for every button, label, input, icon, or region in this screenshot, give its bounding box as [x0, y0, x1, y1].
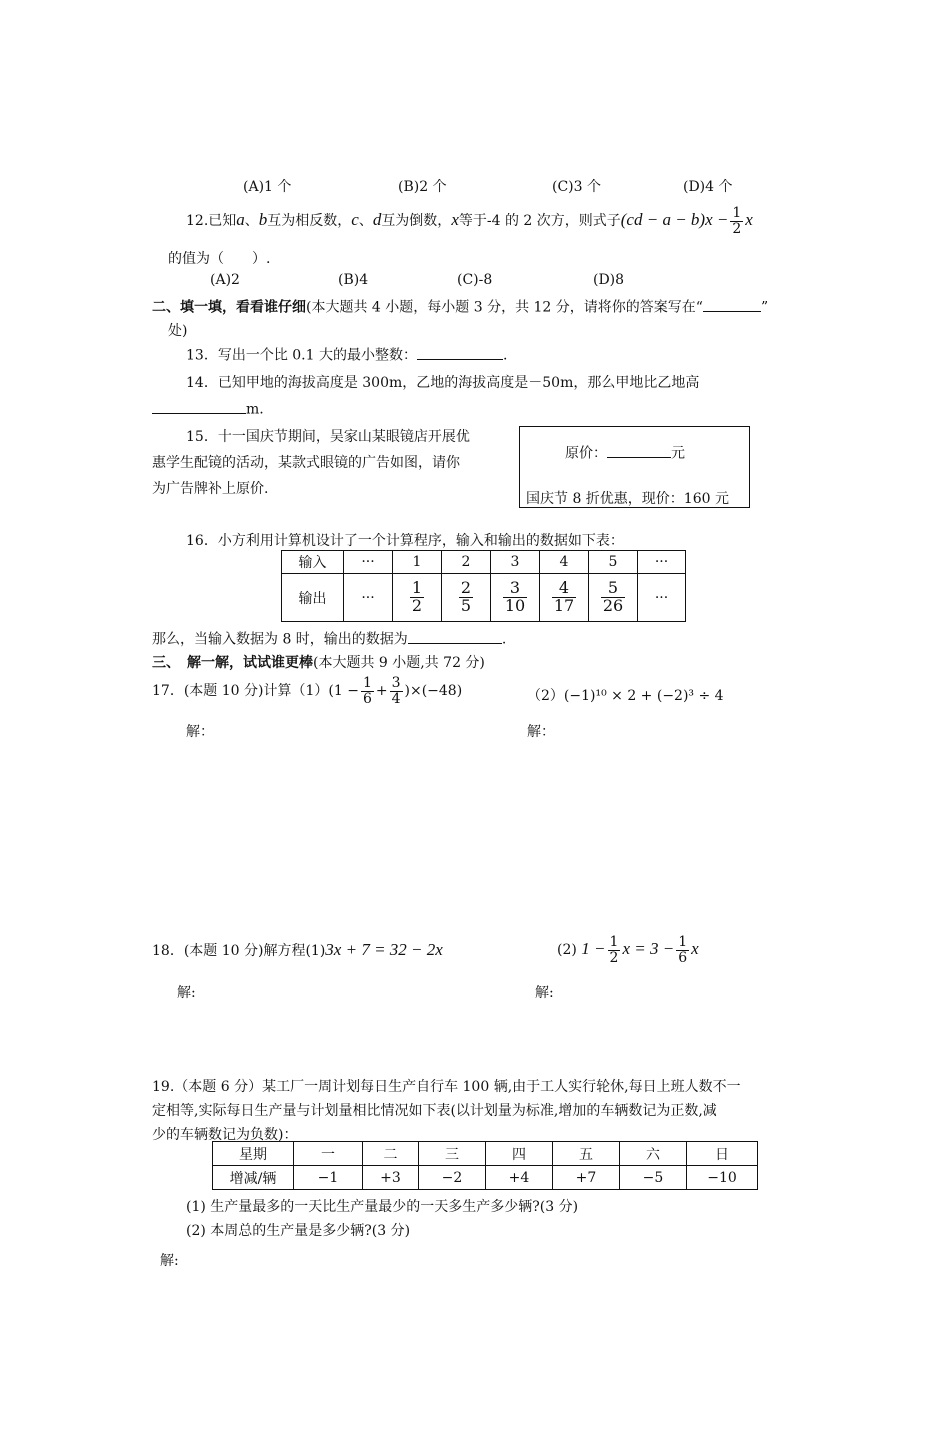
q16-input-cell: 3	[491, 551, 540, 574]
q19-day-cell: 日	[687, 1142, 758, 1166]
q19-sub2: (2) 本周总的生产量是多少辆?(3 分)	[186, 1223, 411, 1239]
q19-change-cell: −1	[294, 1166, 363, 1190]
q19-row2-head: 增减/辆	[213, 1166, 294, 1190]
ad-current-price: 国庆节 8 折优惠，现价：160 元	[526, 491, 729, 507]
q19-line2: 定相等,实际每日生产量与计划量相比情况如下表(以计划量为标准,增加的车辆数记为正数,减	[152, 1103, 717, 1119]
q11-option-b: (B)2 个	[398, 179, 447, 195]
q11-option-c: (C)3 个	[552, 179, 601, 195]
q12-option-d: (D)8	[593, 272, 625, 288]
q17-solve-2: 解：	[527, 724, 555, 740]
q19-change-cell: −2	[419, 1166, 486, 1190]
q16-output-cell: $\frac{2}{5}$	[442, 574, 491, 622]
q19-day-cell: 一	[294, 1142, 363, 1166]
q12-option-c: (C)-8	[457, 272, 493, 288]
q16-output-cell: $\frac{3}{10}$	[491, 574, 540, 622]
q11-option-a: (A)1 个	[243, 179, 292, 195]
q19-day-cell: 三	[419, 1142, 486, 1166]
q13-answer-blank[interactable]	[417, 344, 503, 360]
q16-table	[281, 550, 686, 622]
q14: 14．已知甲地的海拔高度是 300m，乙地的海拔高度是－50m，那么甲地比乙地高	[186, 375, 700, 391]
q19-line3: 少的车辆数记为负数)：	[152, 1127, 298, 1143]
q13: 13．写出一个比 0.1 大的最小整数： .	[186, 344, 507, 365]
q16-output-cell: $\frac{4}{17}$	[540, 574, 589, 622]
q15-line3: 为广告牌补上原价.	[152, 481, 269, 497]
q19-change-cell: +3	[363, 1166, 419, 1190]
q19-day-cell: 六	[620, 1142, 687, 1166]
q14-answer-line: m.	[152, 398, 264, 418]
q12-option-b: (B)4	[338, 272, 369, 288]
q17-part1: 17．(本题 10 分)计算（1）(1 − $\frac{1}{6}$ + $\frac{3}{4}$ )×(−48)	[152, 674, 463, 707]
q14-answer-blank[interactable]	[152, 398, 246, 414]
ad-original-price: 原价： 元	[565, 442, 685, 463]
q16-ellipsis: ···	[344, 551, 393, 574]
q12-fraction: $\frac{1}{2}$	[732, 204, 742, 237]
q17-part2: （2）(−1)¹⁰ × 2 + (−2)³ ÷ 4	[527, 688, 724, 704]
q15-line1: 15．十一国庆节期间，吴家山某眼镜店开展优	[186, 429, 470, 445]
q12-option-a: (A)2	[210, 272, 240, 288]
q19-table-head: 星期	[213, 1142, 294, 1166]
q19-change-cell: +4	[486, 1166, 553, 1190]
q19-change-cell: −10	[687, 1166, 758, 1190]
q19-change-cell: −5	[620, 1166, 687, 1190]
q19-sub1: (1) 生产量最多的一天比生产量最少的一天多生产多少辆?(3 分)	[186, 1199, 579, 1215]
q16-ellipsis: ···	[638, 574, 686, 622]
q11-option-d: (D)4 个	[683, 179, 733, 195]
section3-heading: 三、 解一解，试试谁更棒	[152, 655, 313, 671]
q16-input-cell: 4	[540, 551, 589, 574]
q16-ellipsis: ···	[344, 574, 393, 622]
q19-day-cell: 二	[363, 1142, 419, 1166]
q12-line2: 的值为（ ）.	[168, 251, 271, 267]
q16-input-cell: 1	[393, 551, 442, 574]
section3-heading-line: 三、 解一解，试试谁更棒(本大题共 9 小题,共 72 分)	[152, 655, 485, 671]
q16-input-cell: 5	[589, 551, 638, 574]
q19-line1: 19.（本题 6 分）某工厂一周计划每日生产自行车 100 辆,由于工人实行轮休,每日上班人数不一	[152, 1079, 741, 1095]
q16-output-head: 输出	[282, 574, 344, 622]
q19-change-cell: +7	[553, 1166, 620, 1190]
q16-input-head: 输入	[282, 551, 344, 574]
original-price-blank[interactable]	[607, 442, 671, 458]
answer-blank-sample	[703, 296, 761, 312]
q18-solve-1: 解:	[177, 985, 196, 1001]
q17-solve-1: 解：	[186, 724, 214, 740]
q19-day-cell: 五	[553, 1142, 620, 1166]
q16-input-cell: 2	[442, 551, 491, 574]
q12-expression: (cd − a − b)x −	[620, 210, 729, 229]
section2-heading-line: 二、填一填，看看谁仔细(本大题共 4 小题，每小题 3 分，共 12 分，请将你的答案写在“ ”	[152, 296, 768, 317]
section2-heading: 二、填一填，看看谁仔细	[152, 299, 306, 316]
q18-solve-2: 解:	[535, 985, 554, 1001]
q19-solve: 解:	[160, 1253, 179, 1269]
ad-board	[519, 426, 750, 508]
q18-part2: (2) 1 − $\frac{1}{2}$ x = 3 − $\frac{1}{6}$ x	[557, 933, 699, 966]
q16-after: 那么，当输入数据为 8 时，输出的数据为 .	[152, 628, 506, 649]
q19-day-cell: 四	[486, 1142, 553, 1166]
q16-ellipsis: ···	[638, 551, 686, 574]
q16-output-cell: $\frac{5}{26}$	[589, 574, 638, 622]
q16-answer-blank[interactable]	[408, 628, 502, 644]
q19-table	[212, 1141, 758, 1190]
q18-part1: 18．(本题 10 分)解方程(1)3x + 7 = 32 − 2x	[152, 940, 443, 959]
q16-text: 16．小方利用计算机设计了一个计算程序，输入和输出的数据如下表：	[186, 533, 624, 549]
section2-note-line2: 处)	[168, 323, 188, 339]
q15-line2: 惠学生配镜的活动，某款式眼镜的广告如图，请你	[152, 455, 460, 471]
q12-statement: 12.已知a、b互为相反数，c、d互为倒数，x等于-4 的 2 次方，则式子(cd − a − b)x − $\frac{1}{2}$ x	[186, 204, 753, 237]
q16-output-cell: $\frac{1}{2}$	[393, 574, 442, 622]
